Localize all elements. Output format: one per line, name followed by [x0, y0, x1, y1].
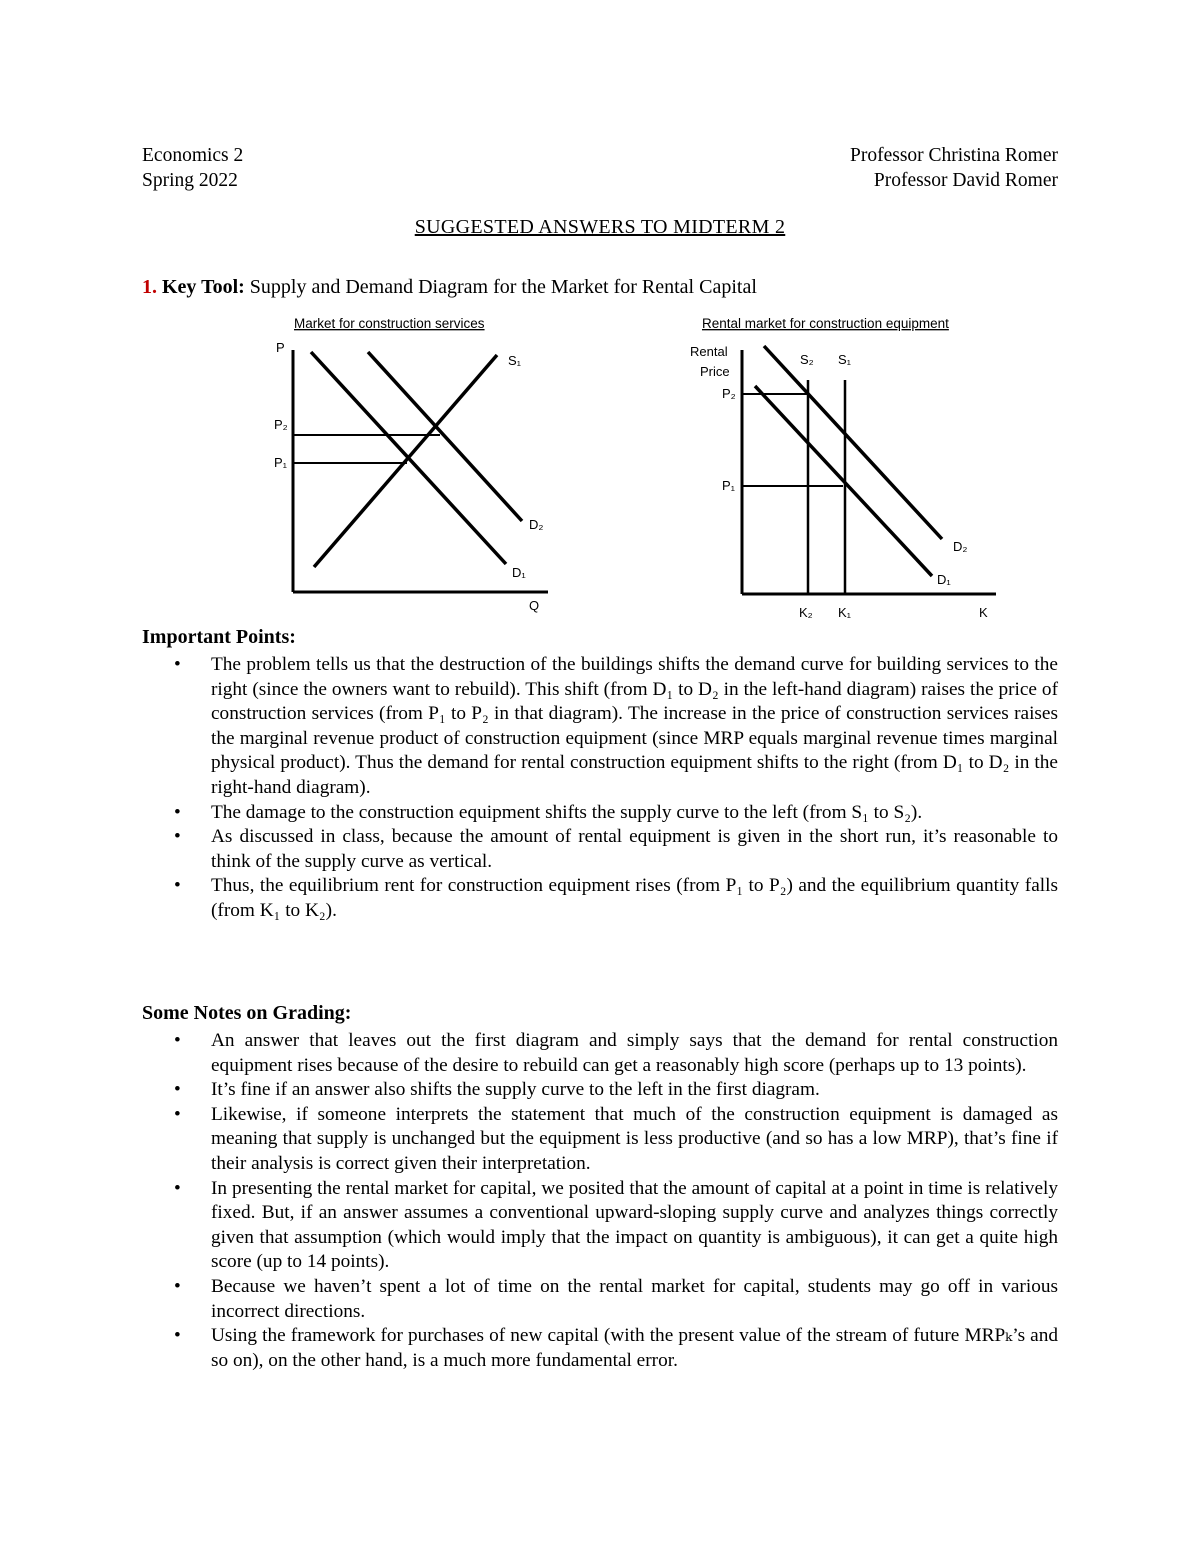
list-item	[142, 874, 1058, 923]
key-tool-label: Key Tool:	[162, 276, 245, 298]
list-item	[142, 1078, 1058, 1103]
right-y-label-line1: Rental	[690, 344, 728, 359]
bullet-icon: •	[174, 654, 181, 675]
bullet-icon: •	[174, 1275, 181, 1297]
course-term: Spring 2022	[142, 170, 238, 191]
right-k-axis-label: K	[979, 605, 988, 620]
bullet-icon: •	[174, 1177, 181, 1199]
list-item	[142, 653, 1058, 801]
left-p2-label: P₂	[274, 417, 288, 432]
right-demand-d2	[764, 346, 942, 539]
grading-notes-list	[142, 1029, 1058, 1373]
bullet-icon: •	[174, 875, 181, 897]
header-right	[850, 143, 1058, 193]
bullet-icon: •	[174, 1030, 181, 1051]
important-points-list	[142, 653, 1058, 924]
right-d2-label: D₂	[953, 539, 968, 554]
list-item-text: Thus, the equilibrium rent for construction equipment rises (from P₁ to P₂) and the equilibrium quantity falls (from K₁ to K₂).	[211, 875, 1058, 921]
left-s1-label: S₁	[508, 353, 522, 368]
professor-2: Professor David Romer	[873, 170, 1058, 191]
right-p1-label: P₁	[722, 478, 736, 493]
list-item-text: An answer that leaves out the first diagram and simply says that the demand for rental construction equipment rises because of the desire to rebuild can get a reasonably high score (perhaps up to 13 points).	[211, 1030, 1058, 1076]
left-d1-label: D₁	[512, 565, 526, 580]
list-item	[142, 1177, 1058, 1275]
list-item-text: The damage to the construction equipment shifts the supply curve to the left (from S₁ to S₂).	[211, 801, 923, 823]
right-demand-d1	[755, 386, 932, 576]
left-p1-label: P₁	[274, 455, 288, 470]
list-item	[142, 1275, 1058, 1324]
list-item-text: The problem tells us that the destruction of the buildings shifts the demand curve for building services to the right (since the owners want to rebuild). This shift (from D₁ to D₂ in the left-hand diagram) raises the price of construction services (from P₁ to P₂ in that diagram). The increase in the price of construction services raises the marginal revenue product of construction equipment (since MRP equals marginal revenue times marginal physical product). Thus the demand for rental construction equipment shifts to the right (from D₁ to D₂ in the right-hand diagram).	[211, 654, 1058, 798]
question-number: 1.	[142, 276, 157, 298]
list-item-text: It’s fine if an answer also shifts the supply curve to the left in the first diagram.	[211, 1079, 820, 1101]
list-item-text: In presenting the rental market for capital, we posited that the amount of capital at a point in time is relatively fixed. But, if an answer assumes a conventional upward-sloping supply curve and analyzes things correctly given that assumption (which would imply that the impact on quantity is ambiguous), it can get a quite high score (up to 14 points).	[211, 1177, 1058, 1273]
grading-notes-heading: Some Notes on Grading:	[142, 1002, 352, 1024]
right-s1-label: S₁	[838, 352, 852, 367]
course-name: Economics 2	[142, 145, 244, 166]
list-item-text: Using the framework for purchases of new capital (with the present value of the stream of future MRPₖ’s and so on), on the other hand, is a much more fundamental error.	[211, 1325, 1058, 1371]
document-title: SUGGESTED ANSWERS TO MIDTERM 2	[414, 216, 786, 238]
list-item	[142, 825, 1058, 874]
list-item	[142, 1029, 1058, 1078]
question-1-heading	[142, 276, 757, 299]
professor-1: Professor Christina Romer	[850, 145, 1058, 166]
diagram-rental-equipment	[680, 308, 1010, 624]
list-item-text: Because we haven’t spent a lot of time on the rental market for capital, students may go off in various incorrect directions.	[211, 1275, 1058, 1322]
bullet-icon: •	[174, 1079, 181, 1101]
bullet-icon: •	[174, 826, 181, 848]
bullet-icon: •	[174, 1103, 181, 1125]
list-item	[142, 1103, 1058, 1177]
right-d1-label: D₁	[937, 572, 951, 587]
list-item-text: As discussed in class, because the amount of rental equipment is given in the short run, it’s reasonable to think of the supply curve as vertical.	[211, 826, 1058, 872]
list-item-text: Likewise, if someone interprets the statement that much of the construction equipment is damaged as meaning that supply is unchanged but the equipment is less productive (and so has a low MRP), that’s fine if their analysis is correct given their interpretation.	[211, 1103, 1058, 1174]
right-k1-label: K₁	[838, 605, 852, 620]
left-q-axis-label: Q	[529, 598, 540, 613]
left-d2-label: D₂	[529, 517, 544, 532]
key-tool-text: Supply and Demand Diagram for the Market for Rental Capital	[249, 276, 757, 298]
left-demand-d1	[311, 352, 506, 564]
list-item	[142, 1324, 1058, 1373]
important-points-heading: Important Points:	[142, 626, 296, 648]
bullet-icon: •	[174, 801, 181, 823]
diagram-right-title: Rental market for construction equipment	[702, 316, 949, 331]
right-p2-label: P₂	[722, 386, 736, 401]
diagram-construction-services	[250, 308, 570, 624]
diagram-left-title: Market for construction services	[294, 316, 485, 331]
list-item	[142, 801, 1058, 826]
right-y-label-line2: Price	[700, 364, 730, 379]
right-s2-label: S₂	[800, 352, 814, 367]
left-p-axis-label: P	[276, 340, 285, 355]
right-k2-label: K₂	[799, 605, 813, 620]
bullet-icon: •	[174, 1325, 181, 1347]
header-left	[142, 143, 243, 193]
